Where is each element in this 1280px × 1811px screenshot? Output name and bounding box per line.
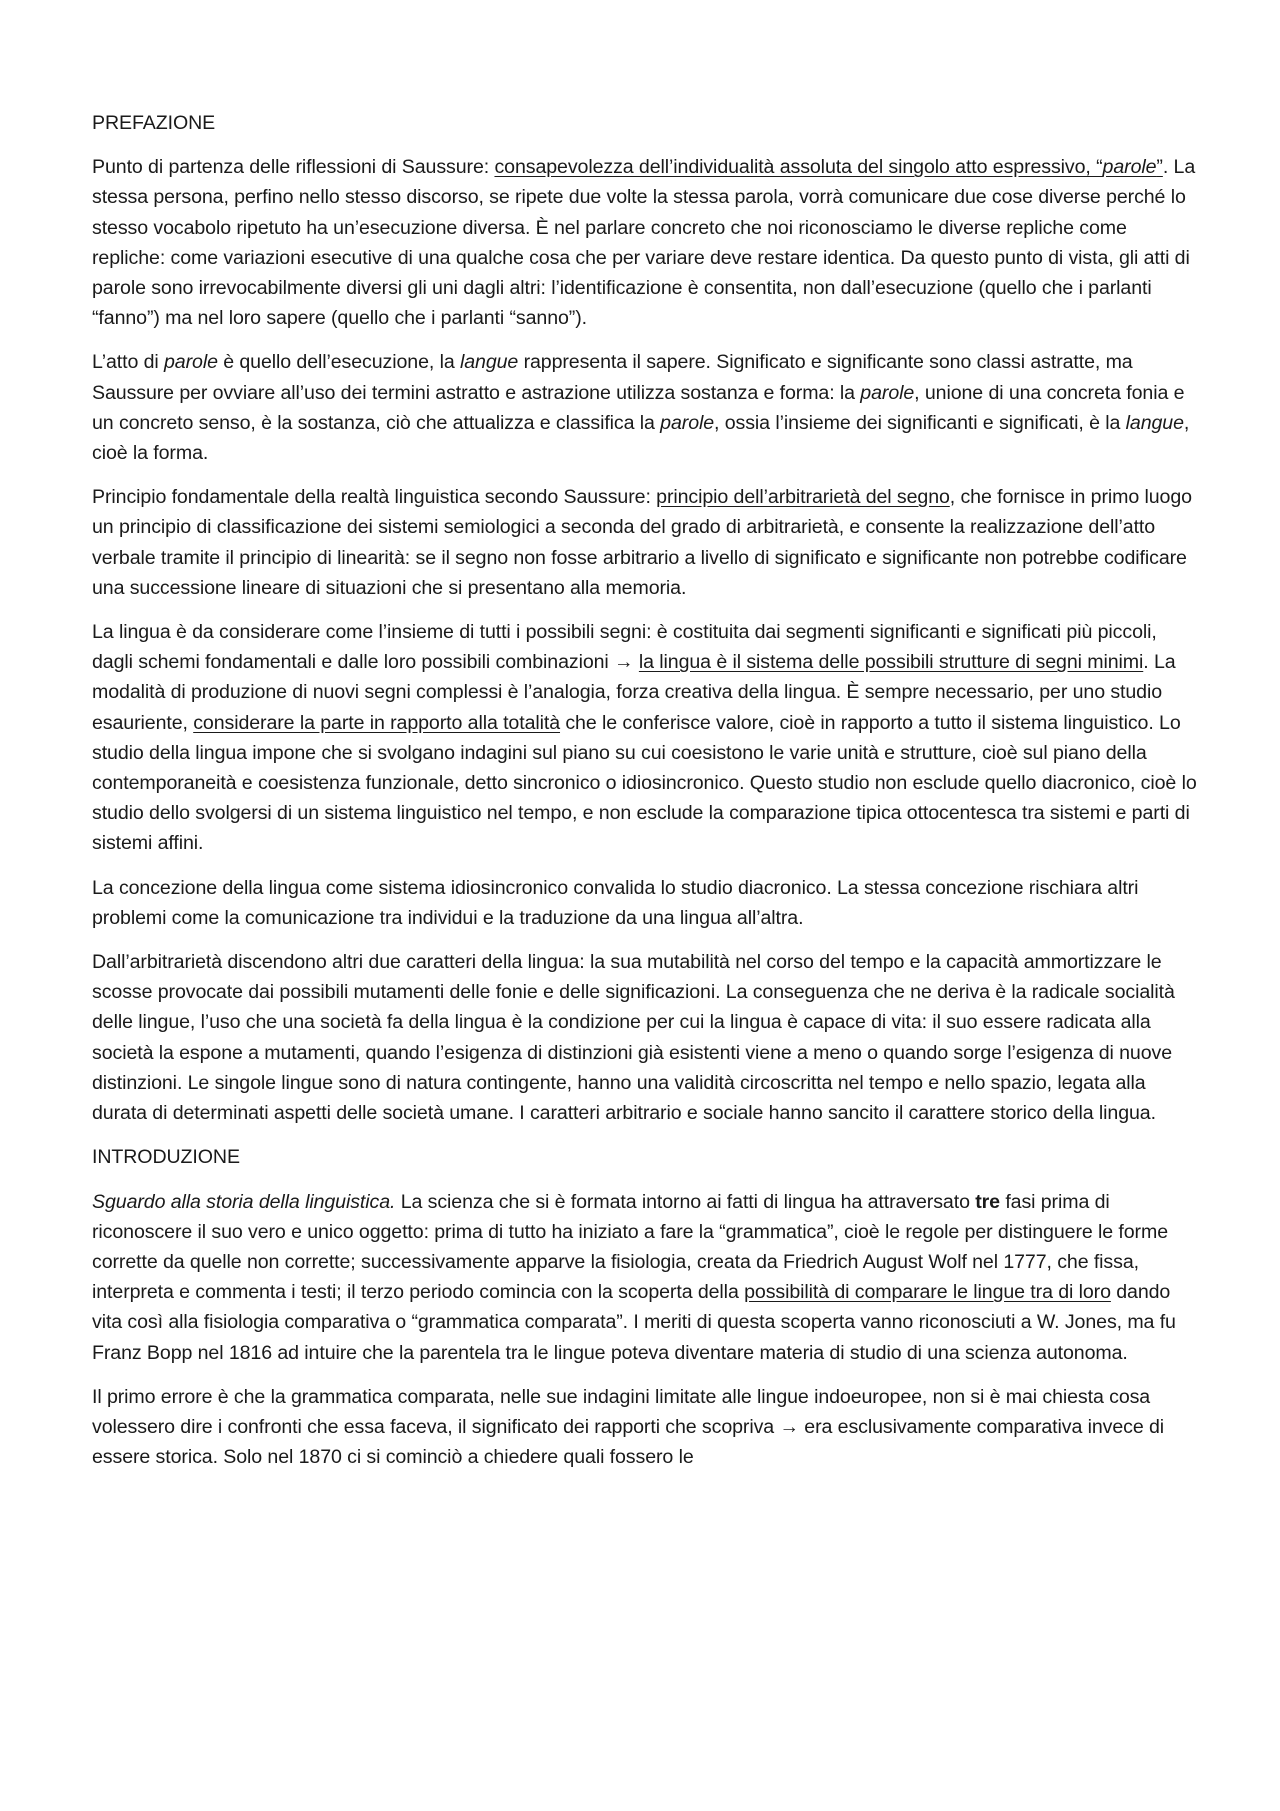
p4-text-1: La lingua è da considerare come l’insieme di tutti i possibili segni: è costituita dai segmenti significanti e significati più piccoli, dagli schemi fondamentali e dalle loro possibili combinazioni xyxy=(92,621,1157,674)
arrow-right-icon: → xyxy=(779,1415,799,1438)
p3-underline-1: principio dell’arbitrarietà del segno xyxy=(656,486,950,509)
p1-underline-1-end: ” xyxy=(1156,156,1163,179)
p1-underline-1-italic: parole xyxy=(1102,156,1157,179)
p3-text-2: , che fornisce in primo luogo un principio di classificazione dei sistemi semiologici a seconda del grado di arbitrarietà, e consente la realizzazione dell’atto verbale tramite il principio di linearità: se il segno non fosse arbitrario a livello di significato e significante non potrebbe codificare una successione lineare di situazioni che si presentano alla memoria. xyxy=(92,486,1192,599)
p2-italic-1: parole xyxy=(164,351,218,374)
p2-italic-5: langue xyxy=(1125,411,1184,434)
paragraph-5: La concezione della lingua come sistema idiosincronico convalida lo studio diacronico. La stessa concezione rischiara altri problemi come la comunicazione tra individui e la traduzione da una lingua all’altra. xyxy=(92,876,1139,929)
document-page xyxy=(92,108,1200,1486)
p1-underline-1-text: consapevolezza dell’individualità assoluta del singolo atto espressivo, “ xyxy=(494,156,1103,179)
paragraph-4 xyxy=(92,617,1200,859)
p2-text-5: , ossia l’insieme dei significanti e significati, è la xyxy=(714,411,1126,434)
p7-text-1: La scienza che si è formata intorno ai fatti di lingua ha attraversato xyxy=(395,1190,976,1213)
p2-text-4: , unione di una concreta fonia e un concreto senso, è la sostanza, ciò che attualizza e classifica la xyxy=(92,381,1185,434)
p1-underline-1 xyxy=(494,156,1162,178)
p7-bold-1: tre xyxy=(975,1190,1000,1213)
paragraph-7 xyxy=(92,1187,1200,1368)
p4-text-3: che le conferisce valore, cioè in rapporto a tutto il sistema linguistico. Lo studio della lingua impone che si svolgano indagini sul piano su cui coesistono le varie unità e strutture, cioè sul piano della contemporaneità e coesistenza funzionale, detto sincronico o idiosincronico. Questo studio non esclude quello diacronico, cioè lo studio dello svolgersi di un sistema linguistico nel tempo, e non esclude la comparazione tipica ottocentesca tra sistemi e parti di sistemi affini. xyxy=(92,711,1197,855)
paragraph-6: Dall’arbitrarietà discendono altri due caratteri della lingua: la sua mutabilità nel corso del tempo e la capacità ammortizzare le scosse provocate dai possibili mutamenti delle fonie e delle significazioni. La conseguenza che ne deriva è la radicale socialità delle lingue, l’uso che una società fa della lingua è la condizione per cui la lingua è capace di vita: il suo essere radicata alla società la espone a mutamenti, quando l’esigenza di distinzioni già esistenti viene a meno o quando sorge l’esigenza di nuove distinzioni. Le singole lingue sono di natura contingente, hanno una validità circoscritta nel tempo e nello spazio, legata alla durata di determinati aspetti delle società umane. I caratteri arbitrario e sociale hanno sancito il carattere storico della lingua. xyxy=(92,951,1175,1125)
p8-text-1: Il primo errore è che la grammatica comparata, nelle sue indagini limitate alle lingue indoeuropee, non si è mai chiesta cosa volessero dire i confronti che essa faceva, il significato dei rapporti che scopriva xyxy=(92,1385,1151,1438)
p2-italic-2: langue xyxy=(459,351,519,374)
p4-underline-2: considerare la parte in rapporto alla totalità xyxy=(193,711,561,734)
p1-text-2: . La stessa persona, perfino nello stesso discorso, se ripete due volte la stessa parola, vorrà comunicare due cose diverse perché lo stesso vocabolo ripetuto ha un’esecuzione diversa. È nel parlare concreto che noi riconosciamo le diverse repliche come repliche: come variazioni esecutive di una qualche cosa che per variare deve restare identica. Da questo punto di vista, gli atti di parole sono irrevocabilmente diversi gli uni dagli altri: l’identificazione è consentita, non dall’esecuzione (quello che i parlanti “fanno”) ma nel loro sapere (quello che i parlanti “sanno”). xyxy=(92,156,1196,330)
p3-text-1: Principio fondamentale della realtà linguistica secondo Saussure: xyxy=(92,486,657,509)
p2-text-6: , cioè la forma. xyxy=(92,411,1190,465)
heading-prefazione: PREFAZIONE xyxy=(92,112,216,134)
paragraph-1 xyxy=(92,152,1200,333)
heading-introduzione: INTRODUZIONE xyxy=(92,1146,240,1169)
p7-text-3: dando vita così alla fisiologia comparativa o “grammatica comparata”. I meriti di questa scoperta vanno riconosciuti a W. Jones, ma fu Franz Bopp nel 1816 ad intuire che la parentela tra le lingue poteva diventare materia di studio di una scienza autonoma. xyxy=(92,1281,1176,1364)
p1-text-1: Punto di partenza delle riflessioni di Saussure: xyxy=(92,156,495,179)
p7-italic-1: Sguardo alla storia della linguistica. xyxy=(92,1190,396,1213)
paragraph-3 xyxy=(92,482,1200,603)
p4-text-2: . La modalità di produzione di nuovi segni complessi è l’analogia, forza creativa della lingua. È sempre necessario, per uno studio esauriente, xyxy=(92,651,1176,734)
arrow-right-icon: → xyxy=(614,651,634,674)
p7-underline-1: possibilità di comparare le lingue tra di loro xyxy=(744,1281,1111,1304)
p2-text-2: è quello dell’esecuzione, la xyxy=(217,351,460,374)
p7-text-2: fasi prima di riconoscere il suo vero e unico oggetto: prima di tutto ha iniziato a fare la “grammatica”, cioè le regole per distinguere le forme corrette da quelle non corrette; successivamente apparve la fisiologia, creata da Friedrich August Wolf nel 1777, che fissa, interpreta e commenta i testi; il terzo periodo comincia con la scoperta della xyxy=(92,1190,1168,1304)
p2-italic-3: parole xyxy=(860,381,915,404)
p8-text-2: era esclusivamente comparativa invece di essere storica. Solo nel 1870 ci si cominciò a chiedere quali fossero le xyxy=(92,1415,1165,1469)
p2-italic-4: parole xyxy=(660,411,715,434)
paragraph-2 xyxy=(92,347,1200,468)
p4-underline-1: la lingua è il sistema delle possibili strutture di segni minimi xyxy=(638,651,1144,674)
paragraph-8 xyxy=(92,1382,1200,1473)
p2-text-1: L’atto di xyxy=(92,351,164,374)
p2-text-3: rappresenta il sapere. Significato e significante sono classi astratte, ma Saussure per ovviare all’uso dei termini astratto e astrazione utilizza sostanza e forma: la xyxy=(92,351,1133,404)
